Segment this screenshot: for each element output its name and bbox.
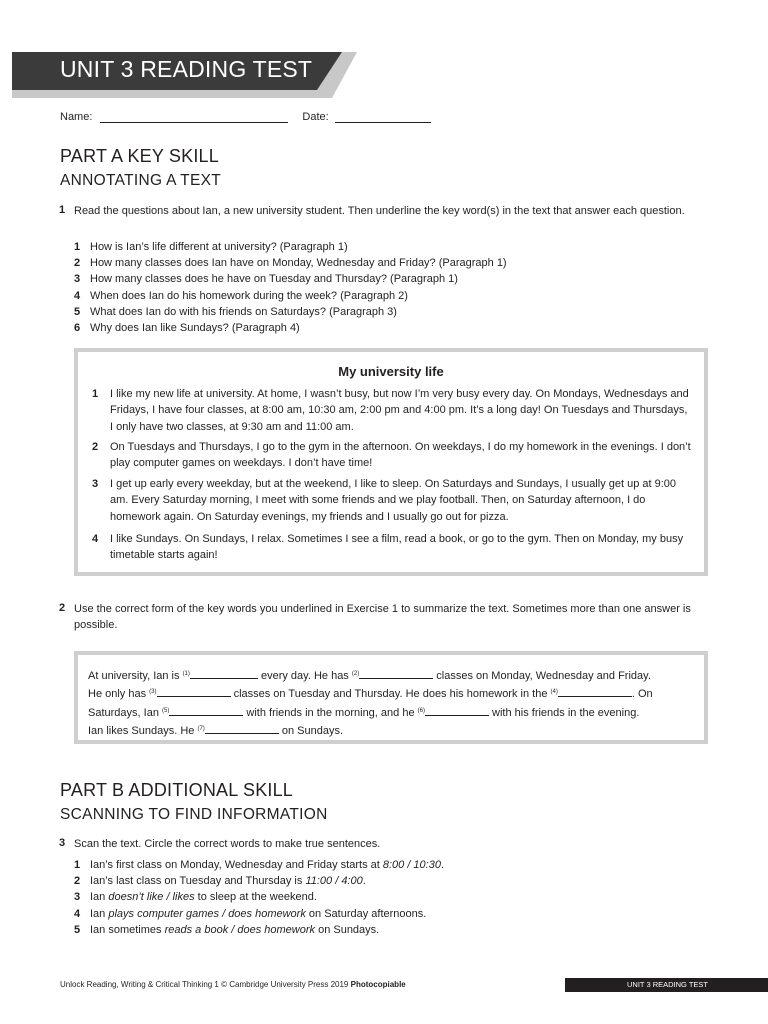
statement-options[interactable]: 8:00 / 10:30	[382, 859, 441, 871]
gap-number: (3)	[149, 689, 157, 696]
summary-fragment: Saturdays, Ian	[88, 706, 159, 719]
statement-text: Ian’s first class on Monday, Wednesday and Friday starts at	[90, 859, 383, 871]
statement-text: on Sundays.	[315, 923, 380, 936]
copyright-text: Unlock Reading, Writing & Critical Thinking 1 © Cambridge University Press 2019	[60, 980, 349, 989]
question-item	[74, 239, 507, 255]
summary-fragment: . On	[631, 688, 653, 701]
page-title: UNIT 3 READING TEST	[60, 56, 313, 82]
question-item	[74, 320, 507, 336]
question-number: 6	[74, 322, 81, 335]
part-a-title: PART A KEY SKILL	[60, 146, 219, 166]
statement-item	[74, 922, 444, 938]
paragraph-text: I like Sundays. On Sundays, I relax. Sometimes I see a film, read a book, or go to the gym. Then on Monday, my busy timetable starts again!	[110, 533, 684, 562]
question-number: 5	[74, 305, 81, 318]
statement-options[interactable]: plays computer games / does homework	[108, 907, 306, 920]
question-item	[74, 288, 507, 304]
footer-credit	[60, 980, 406, 989]
summary-fragment: with his friends in the evening.	[492, 706, 640, 719]
gap-number: (2)	[351, 671, 360, 677]
reading-title: My university life	[338, 364, 444, 379]
question-item	[74, 304, 507, 320]
summary-fragment: He only has	[88, 688, 147, 701]
reading-paragraph	[92, 439, 692, 472]
statement-number: 2	[74, 875, 81, 888]
statement-text: .	[440, 859, 445, 871]
gap-4[interactable]	[558, 686, 632, 697]
statement-text: to sleep at the weekend.	[194, 891, 317, 904]
paragraph-number: 1	[92, 388, 99, 400]
gap-3[interactable]	[157, 686, 231, 697]
name-date-row	[60, 111, 431, 123]
paragraph-number: 4	[92, 533, 99, 545]
gap-number: (6)	[417, 707, 425, 714]
summary-fragment: every day. He has	[260, 670, 349, 682]
summary-fragment: Ian likes Sundays. He	[88, 724, 195, 737]
statement-options[interactable]: reads a book / does homework	[164, 923, 316, 936]
question-text: What does Ian do with his friends on Saturdays? (Paragraph 3)	[90, 305, 397, 318]
name-label: Name:	[60, 111, 93, 123]
summary-fragment: At university, Ian is	[88, 670, 180, 682]
gap-number: (4)	[550, 689, 558, 696]
paragraph-text: I like my new life at university. At home, I wasn’t busy, but now I’m very busy every day. On Mondays, Wednesdays and Fridays, I have four classes, at 8:00 am, 10:30 am, 2:00 pm and 4:00 pm. It’s a long day! On Tuesdays and Thursdays, I only have two classes, at 9:30 am and 11:00 am.	[110, 388, 689, 433]
gap-2[interactable]	[359, 668, 433, 679]
statement-text: Ian’s last class on Tuesday and Thursday is	[90, 875, 306, 888]
gap-6[interactable]	[425, 705, 489, 716]
paragraph-text: On Tuesdays and Thursdays, I go to the gym in the afternoon. On weekdays, I do my homework in the evenings. I don’t play computer games on weekdays. I don’t have time!	[110, 441, 691, 470]
summary-fragment: classes on Monday, Wednesday and Friday.	[436, 670, 651, 682]
footer-unit-bar: UNIT 3 READING TEST	[565, 978, 768, 992]
summary-line	[88, 666, 698, 684]
statement-text: .	[362, 875, 366, 888]
statement-options[interactable]: doesn’t like / likes	[108, 891, 195, 904]
gap-number: (1)	[182, 671, 190, 677]
part-a-subtitle: ANNOTATING A TEXT	[60, 172, 221, 189]
exercise-2-instruction: Use the correct form of the key words you underlined in Exercise 1 to summarize the text. Sometimes more than one answer is possible.	[74, 603, 691, 631]
gap-1[interactable]	[190, 668, 258, 679]
summary-text	[88, 666, 698, 739]
statement-options[interactable]: 11:00 / 4:00	[305, 875, 363, 888]
exercise-2-number: 2	[59, 602, 66, 614]
statement-text: on Saturday afternoons.	[305, 907, 427, 920]
statement-number: 1	[74, 859, 81, 871]
gap-5[interactable]	[169, 705, 243, 716]
statement-text: Ian	[90, 891, 109, 904]
statement-number: 5	[74, 923, 81, 936]
exercise-3-items	[74, 857, 444, 938]
question-text: How is Ian’s life different at university? (Paragraph 1)	[90, 241, 348, 253]
statement-text: Ian	[90, 907, 109, 920]
reading-paragraph	[92, 476, 692, 525]
name-field[interactable]	[100, 111, 288, 123]
exercise-1-instruction: Read the questions about Ian, a new university student. Then underline the key word(s) in the text that answer each question.	[74, 205, 685, 217]
question-number: 2	[74, 257, 81, 270]
date-field[interactable]	[335, 111, 431, 123]
summary-fragment: on Sundays.	[281, 724, 344, 737]
summary-line	[88, 721, 698, 739]
gap-number: (5)	[162, 707, 170, 714]
reading-paragraph	[92, 386, 692, 435]
paragraph-number: 2	[92, 441, 99, 453]
gap-number: (7)	[197, 725, 205, 732]
question-text: Why does Ian like Sundays? (Paragraph 4)	[90, 322, 300, 335]
photocopiable-label: Photocopiable	[350, 980, 406, 989]
paragraph-text: I get up early every weekday, but at the weekend, I like to sleep. On Saturdays and Sundays, I usually get up at 9:00 am. Every Saturday morning, I meet with some friends and we play football. Then, on Saturday afternoon, I do homework again. On Saturday evenings, my friends and I usually go out for pizza.	[110, 478, 677, 523]
question-text: When does Ian do his homework during the week? (Paragraph 2)	[90, 289, 408, 302]
statement-text: Ian sometimes	[90, 923, 165, 936]
question-text: How many classes does he have on Tuesday and Thursday? (Paragraph 1)	[90, 273, 458, 286]
reading-paragraph	[92, 531, 700, 564]
exercise-3-instruction: Scan the text. Circle the correct words to make true sentences.	[74, 838, 381, 850]
summary-line	[88, 684, 698, 702]
paragraph-number: 3	[92, 478, 99, 490]
question-item	[74, 255, 507, 271]
question-item	[74, 271, 507, 287]
summary-fragment: with friends in the morning, and he	[246, 706, 415, 719]
summary-fragment: classes on Tuesday and Thursday. He does his homework in the	[233, 688, 548, 701]
statement-number: 4	[74, 907, 81, 920]
question-number: 1	[74, 241, 81, 253]
exercise-1-questions	[74, 239, 507, 336]
gap-7[interactable]	[205, 723, 279, 734]
statement-number: 3	[74, 891, 81, 904]
reading-text-box	[74, 348, 708, 576]
date-label: Date:	[302, 111, 329, 123]
part-b-subtitle: SCANNING TO FIND INFORMATION	[60, 806, 328, 823]
question-number: 4	[74, 289, 81, 302]
statement-item	[74, 906, 444, 922]
statement-item	[74, 857, 444, 873]
exercise-3-number: 3	[59, 837, 66, 849]
question-number: 3	[74, 273, 81, 286]
exercise-1-number: 1	[59, 204, 66, 216]
statement-item	[74, 889, 444, 905]
statement-item	[74, 873, 444, 889]
part-b-title: PART B ADDITIONAL SKILL	[60, 780, 294, 800]
question-text: How many classes does Ian have on Monday, Wednesday and Friday? (Paragraph 1)	[90, 257, 507, 270]
summary-line	[88, 703, 698, 721]
